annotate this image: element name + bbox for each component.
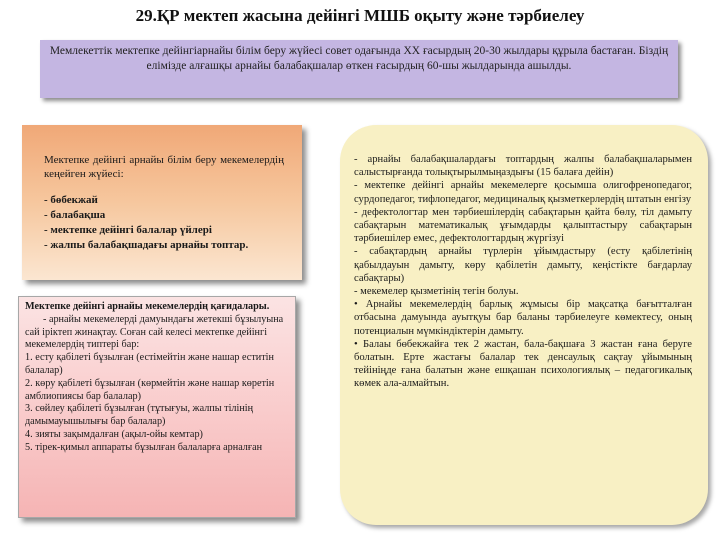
paragraph: - мекемелер қызметінің тегін болуы. — [354, 286, 519, 298]
list-item: 1. есту қабілеті бұзылған (естімейтін және нашар еститін балалар) — [25, 352, 274, 376]
features-box — [340, 125, 708, 525]
list-item: 4. зияты зақымдалған (ақыл-ойы кемтар) — [25, 428, 203, 440]
list-item: - жалпы балабақшадағы арнайы топтар. — [44, 239, 249, 251]
paragraph: - арнайы балабақшалардағы топтардың жалпы балабақшаларымен салыстырғанда толықтырылмыңаздығы (15 балаға дейін) — [354, 154, 692, 179]
principles-subtitle: - арнайы мекемелерді дамуындағы жетекші бұзылуына сай іріктеп жинақтау. Соған сай келесі мектепке дейінгі мекемелердің типтері бар: — [25, 313, 284, 351]
paragraph: - мектепке дейінгі арнайы мекемелерге қосымша олигофренопедагог, сурдопедагог, тифлопедагог, медициналық қызметкерлердің штатын енгізу — [354, 180, 692, 205]
list-item: - мектепке дейінгі балалар үйлері — [44, 224, 212, 236]
paragraph: • Арнайы мекемелердің барлық жұмысы бір мақсатқа бағытталған отбасына дамуында ауытқуы бар баланы тәрбиелеуге көмектесу, оның потенциалын мүмкіндіктерін дамыту. — [354, 299, 692, 337]
institutions-box — [22, 125, 302, 280]
intro-box: Мемлекеттік мектепке дейінгіарнайы білім беру жүйесі совет одағында XX ғасырдың 20-30 жылдары құрыла бастаған. Біздің елімізде алғашқы арнайы балабақшалар өткен ғасырдың 60-шы жылдарында ашылды. — [40, 40, 678, 98]
list-item: 5. тірек-қимыл аппараты бұзылған балаларға арналған — [25, 441, 263, 453]
principles-box — [18, 296, 296, 518]
list-item: 2. көру қабілеті бұзылған (көрмейтін және нашар көретін амблиопиясы бар балалар) — [25, 377, 275, 402]
list-item: 3. сөйлеу қабілеті бұзылған (тұтығуы, жалпы тілінің дамымауышылығы бар балалар) — [25, 403, 254, 428]
institutions-intro: Мектепке дейінгі арнайы білім беру мекемелердің кеңейген жүйесі: — [44, 154, 284, 180]
paragraph: - сабақтардың арнайы түрлерін ұйымдастыру (есту қабілетінің қабылдауын дамыту, көру қабілетін дамыту, кеңістікте бағдарлау сабақтары) — [354, 246, 692, 284]
principles-title: Мектепке дейінгі арнайы мекемелердің қағидалары. — [25, 301, 270, 312]
slide-title: 29.ҚР мектеп жасына дейінгі МШБ оқыту және тәрбиелеу — [135, 6, 585, 25]
list-item: - бөбекжай — [44, 194, 98, 206]
paragraph: - дефектологтар мен тәрбиешілердің сабақтарын қайта бөлу, тіл дамыту сабақтарын математикалық ұғымдарды қалыптастыру сабақтарын тәрбиешілер емес, дефектологтардың жүргізуі — [354, 206, 692, 245]
institutions-list — [44, 193, 284, 252]
paragraph: • Балаы бөбекжайға тек 2 жастан, бала-бақшаға 3 жастан ғана беруге болатын. Ерте жастағы балалар тек денсаулық сақтау ұйымының тейініңде ғана балатын және ешқашан психологиялық – педагогикалық көмек ала-алмайтын. — [354, 338, 692, 390]
list-item: - балабақша — [44, 209, 106, 221]
